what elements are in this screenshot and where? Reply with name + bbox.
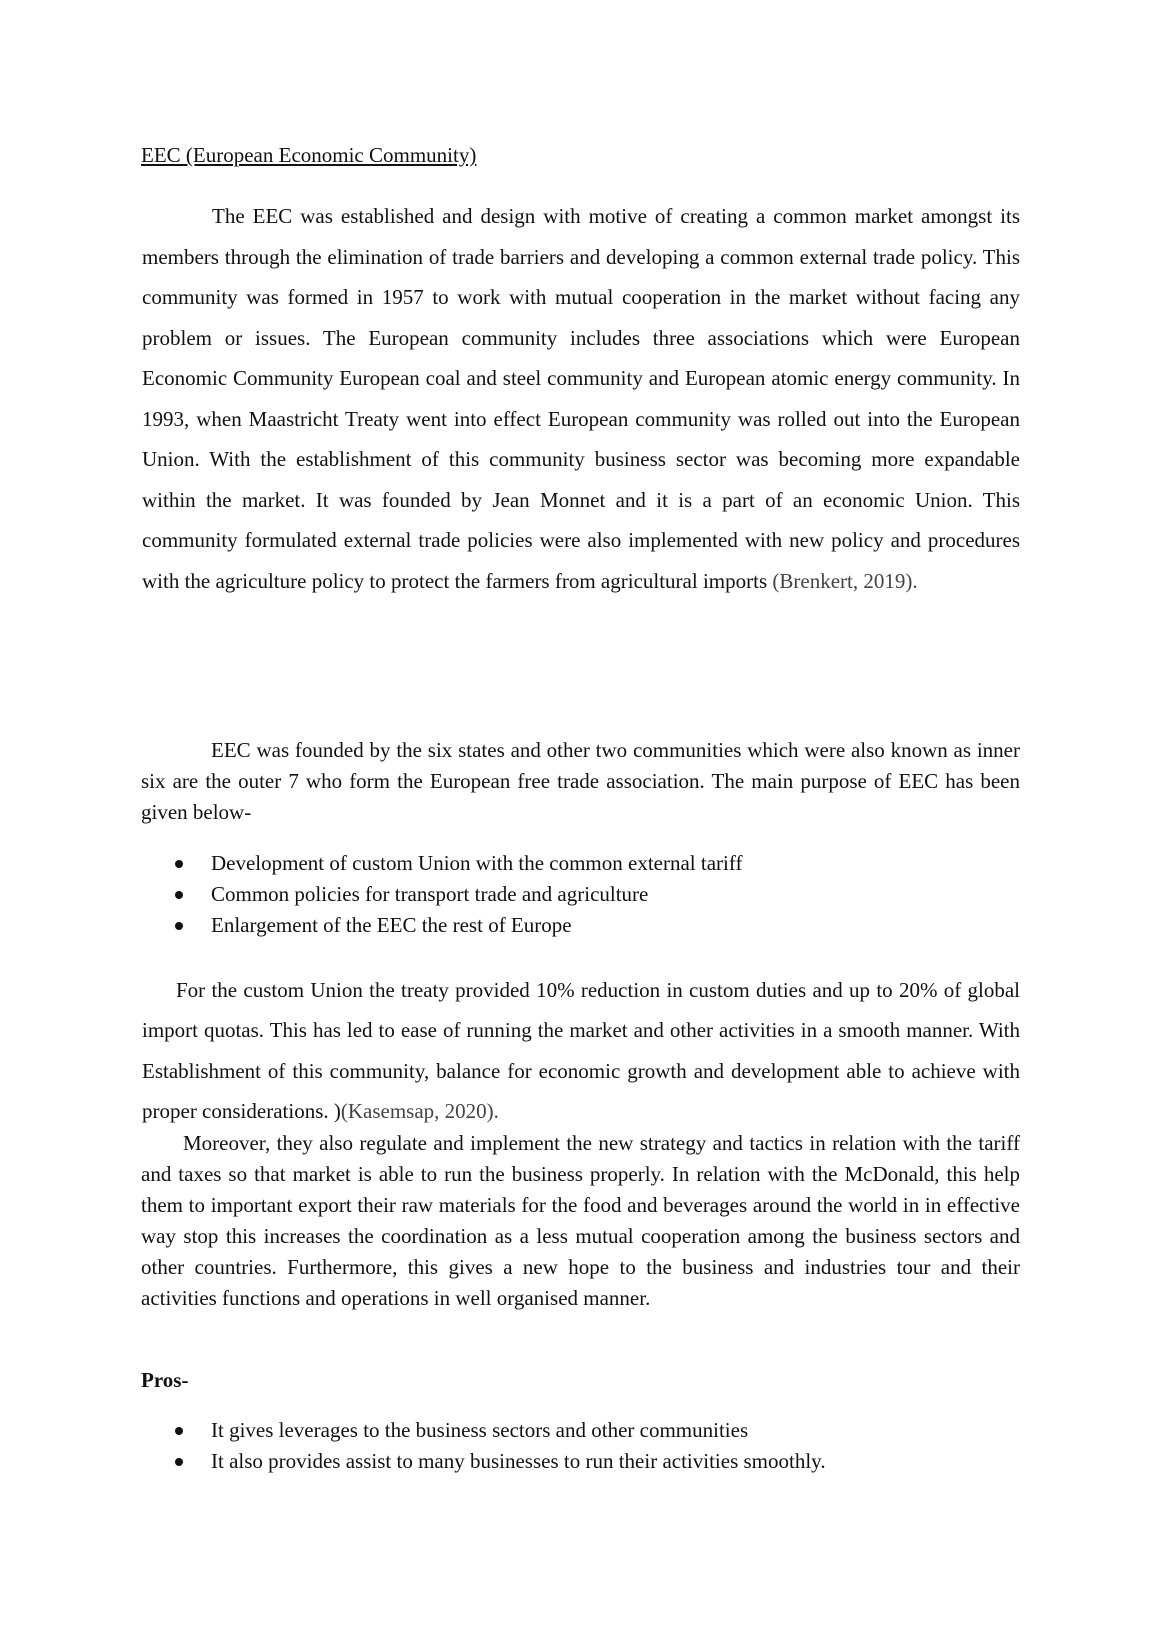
paragraph-regulation: Moreover, they also regulate and implement the new strategy and tactics in relation with the tariff and taxes so that market is able to run the business properly. In relation with the McDonald, this help them to important export their raw materials for the food and beverages around the world in in effective way stop this increases the coordination as a less mutual cooperation among the business sectors and other countries. Furthermore, this gives a new hope to the business and industries tour and their activities functions and operations in well organised manner.	[141, 1131, 1020, 1310]
list-item: Development of custom Union with the common external tariff	[141, 848, 1020, 879]
list-item: Enlargement of the EEC the rest of Europe	[141, 910, 1020, 941]
bullet-icon	[175, 891, 183, 899]
bullet-icon	[175, 922, 183, 930]
list-item: It gives leverages to the business sectors and other communities	[141, 1415, 1020, 1446]
pros-heading: Pros-	[141, 1368, 189, 1392]
paragraph-text: The EEC was established and design with motive of creating a common market amongst its members through the elimination of trade barriers and developing a common external trade policy. This community was formed in 1957 to work with mutual cooperation in the market without facing any problem or issues. The European community includes three associations which were European Economic Community European coal and steel community and European atomic energy community. In 1993, when Maastricht Treaty went into effect European community was rolled out into the European Union. With the establishment of this community business sector was becoming more expandable within the market. It was founded by Jean Monnet and it is a part of an economic Union. This community formulated external trade policies were also implemented with new policy and procedures with the agriculture policy to protect the farmers from agricultural imports	[142, 204, 1020, 593]
paragraph-custom-union	[142, 970, 1020, 1131]
citation: (Kasemsap, 2020).	[340, 1098, 499, 1123]
section-heading: EEC (European Economic Community)	[141, 143, 477, 167]
bullet-icon	[175, 860, 183, 868]
list-item: Common policies for transport trade and agriculture	[141, 879, 1020, 910]
list-item: It also provides assist to many businesses to run their activities smoothly.	[141, 1446, 1020, 1477]
purpose-list	[141, 848, 1020, 941]
paragraph-text: For the custom Union the treaty provided 10% reduction in custom duties and up to 20% of global import quotas. This has led to ease of running the market and other activities in a smooth manner. With Establishment of this community, balance for economic growth and development able to achieve with proper considerations. )	[142, 978, 1020, 1123]
bullet-icon	[175, 1458, 183, 1466]
bullet-icon	[175, 1427, 183, 1435]
paragraph-establishment	[142, 196, 1020, 601]
citation: (Brenkert, 2019).	[772, 568, 918, 593]
paragraph-founding: EEC was founded by the six states and other two communities which were also known as inner six are the outer 7 who form the European free trade association. The main purpose of EEC has been given below-	[141, 738, 1020, 824]
pros-list	[141, 1415, 1020, 1477]
